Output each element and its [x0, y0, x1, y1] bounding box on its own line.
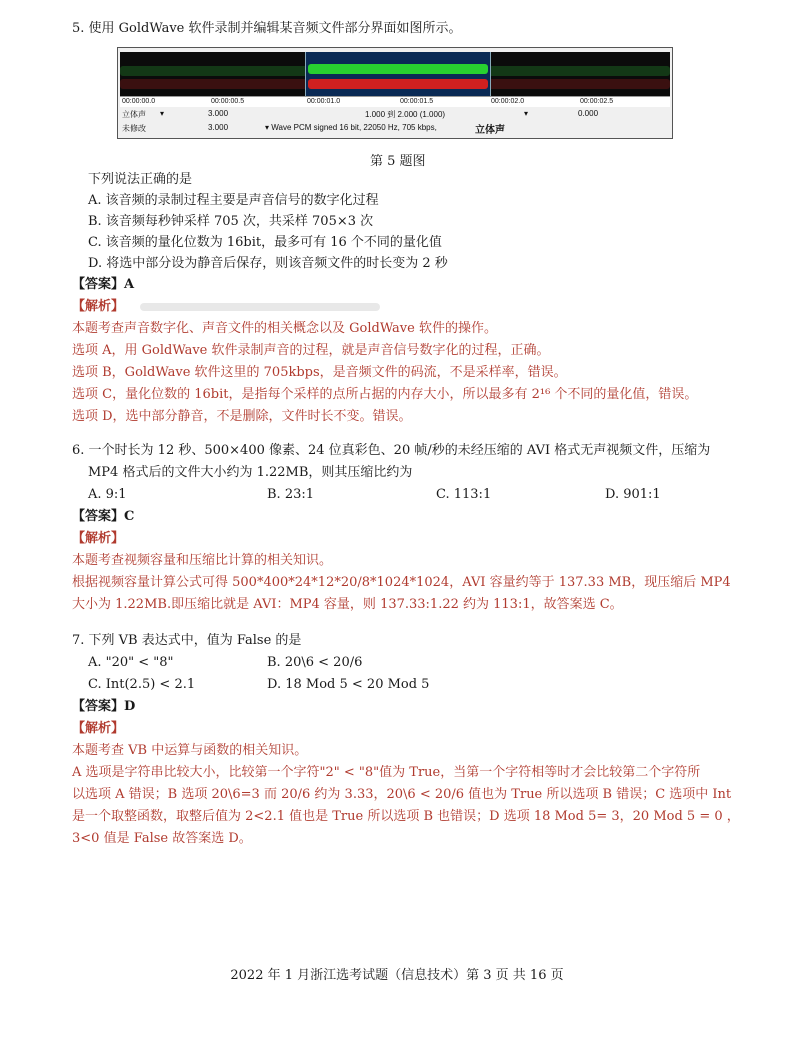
q5-option: B. 该音频每秒钟采样 705 次，共采样 705×3 次: [88, 214, 374, 229]
q7-option: D. 18 Mod 5 < 20 Mod 5: [267, 677, 430, 692]
figure-caption: 第 5 题图: [370, 154, 426, 169]
q6-analysis-label: 【解析】: [72, 531, 125, 546]
dropdown-icon: ▾: [160, 109, 165, 118]
q7-option: C. Int(2.5) < 2.1: [88, 677, 196, 692]
q6-analysis-line: 本题考查视频容量和压缩比计算的相关知识。: [72, 553, 333, 568]
position-value: 0.000: [578, 109, 599, 118]
q6-option: B. 23:1: [267, 487, 315, 502]
selection-range: 1.000 到 2.000 (1.000): [365, 110, 446, 119]
length-value: 3.000: [208, 123, 229, 132]
status-row-2: [120, 121, 670, 135]
duration-value: 3.000: [208, 109, 229, 118]
dropdown-icon: ▾: [524, 109, 529, 118]
q6-stem-cont: MP4 格式后的文件大小约为 1.22MB，则其压缩比约为: [88, 465, 413, 480]
goldwave-screenshot: [117, 47, 673, 139]
selection-region: [305, 52, 491, 96]
q6-analysis-line: 根据视频容量计算公式可得 500*400*24*12*20/8*1024*1024，AVI 容量约等于 137.33 MB，现压缩后 MP4: [72, 575, 731, 590]
q6-answer: 【答案】C: [72, 509, 135, 524]
format-info: ▾ Wave PCM signed 16 bit, 22050 Hz, 705 kbps,: [265, 123, 437, 132]
q5-analysis-line: 选项 D，选中部分静音，不是删除，文件时长不变。错误。: [72, 409, 412, 424]
q5-option: C. 该音频的量化位数为 16bit，最多可有 16 个不同的量化值: [88, 235, 442, 250]
page-footer: 2022 年 1 月浙江选考试题（信息技术）第 3 页 共 16 页: [230, 968, 564, 983]
q6-option: D. 901:1: [605, 487, 661, 502]
scan-smudge: [140, 303, 380, 311]
q5-option: A. 该音频的录制过程主要是声音信号的数字化过程: [88, 193, 379, 208]
q7-option: A. "20" < "8": [88, 655, 174, 670]
channel-mode: 立体声: [122, 110, 146, 119]
channel-label: 立体声: [475, 125, 505, 136]
tick-label: 00:00:00.5: [211, 98, 245, 105]
selected-left-channel: [308, 64, 488, 74]
q5-option: D. 将选中部分设为静音后保存，则该音频文件的时长变为 2 秒: [88, 256, 448, 271]
q6-stem: 6. 一个时长为 12 秒、500×400 像素、24 位真彩色、20 帧/秒的未经压缩的 AVI 格式无声视频文件，压缩为: [72, 443, 711, 458]
q5-stem: 5. 使用 GoldWave 软件录制并编辑某音频文件部分界面如图所示。: [72, 21, 462, 36]
q7-answer: 【答案】D: [72, 699, 136, 714]
tick-label: 00:00:02.5: [580, 98, 614, 105]
q6-option: C. 113:1: [436, 487, 492, 502]
time-ruler: [120, 96, 670, 107]
q7-analysis-line: 以选项 A 错误；B 选项 20\6=3 而 20/6 约为 3.33，20\6 < 20/6 值也为 True 所以选项 B 错误；C 选项中 Int: [72, 787, 732, 802]
tick-label: 00:00:02.0: [491, 98, 525, 105]
tick-label: 00:00:01.0: [307, 98, 341, 105]
q7-analysis-label: 【解析】: [72, 721, 125, 736]
q7-option: B. 20\6 < 20/6: [267, 655, 363, 670]
q5-analysis-line: 选项 B，GoldWave 软件这里的 705kbps，是音频文件的码流，不是采样率，错误。: [72, 365, 567, 380]
waveform-display: [120, 52, 670, 96]
q7-analysis-line: A 选项是字符串比较大小，比较第一个字符"2" < "8"值为 True，当第一个字符相等时才会比较第二个字符所: [72, 765, 701, 780]
tick-label: 00:00:00.0: [122, 98, 156, 105]
q7-analysis-line: 是一个取整函数，取整后值为 2<2.1 值也是 True 所以选项 B 也错误；D 选项 18 Mod 5= 3，20 Mod 5 = 0 ，: [72, 809, 740, 824]
modified-status: 未修改: [122, 124, 146, 133]
q7-analysis-line: 3<0 值是 False 故答案选 D。: [72, 831, 252, 846]
q7-stem: 7. 下列 VB 表达式中，值为 False 的是: [72, 633, 302, 648]
tick-label: 00:00:01.5: [400, 98, 434, 105]
status-row-1: [120, 107, 670, 121]
q5-prompt: 下列说法正确的是: [88, 172, 193, 187]
q5-analysis-line: 选项 C，量化位数的 16bit，是指每个采样的点所占据的内存大小，所以最多有 2¹⁶ 个不同的量化值，错误。: [72, 387, 698, 402]
q5-answer: 【答案】A: [72, 277, 135, 292]
q7-analysis-line: 本题考查 VB 中运算与函数的相关知识。: [72, 743, 308, 758]
q6-analysis-line: 大小为 1.22MB.即压缩比就是 AVI：MP4 容量，则 137.33:1.22 约为 113:1，故答案选 C。: [72, 597, 623, 612]
q5-analysis-label: 【解析】: [72, 299, 125, 314]
q6-option: A. 9:1: [88, 487, 127, 502]
selected-right-channel: [308, 79, 488, 89]
q5-analysis-line: 本题考查声音数字化、声音文件的相关概念以及 GoldWave 软件的操作。: [72, 321, 497, 336]
q5-analysis-line: 选项 A，用 GoldWave 软件录制声音的过程，就是声音信号数字化的过程，正确。: [72, 343, 550, 358]
